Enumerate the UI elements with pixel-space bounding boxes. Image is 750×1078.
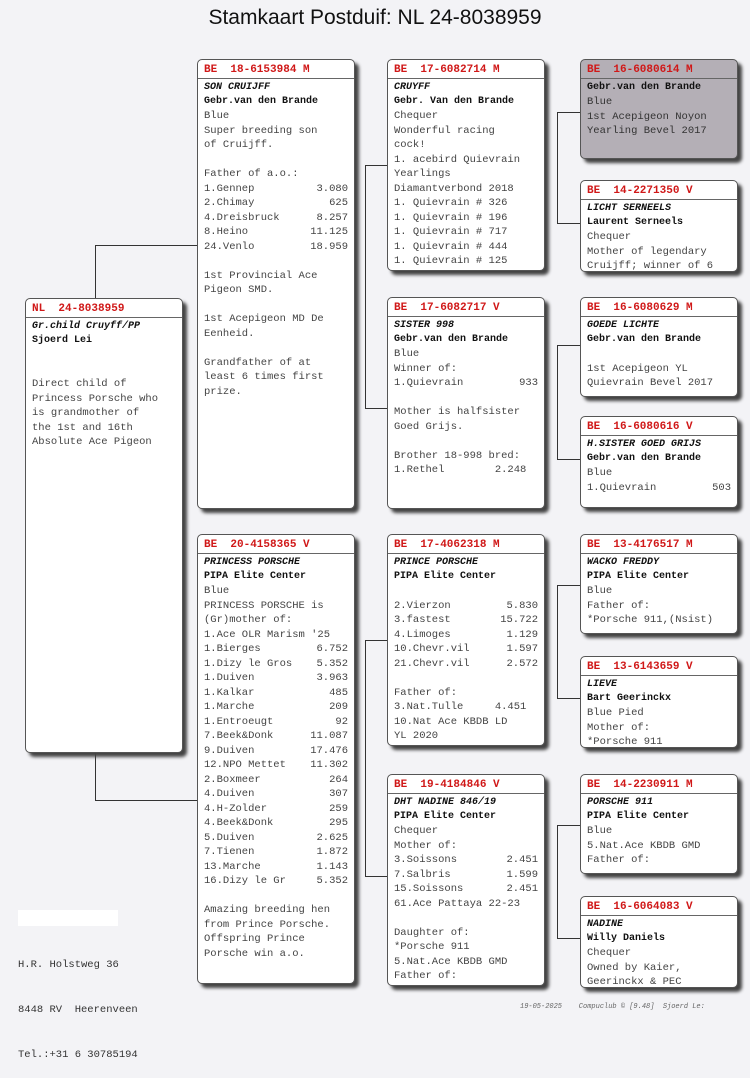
sire-sire-card[interactable]: [387, 59, 545, 271]
result-race: 21.Chevr.vil: [394, 657, 470, 670]
info-line: Mother of:: [587, 721, 651, 734]
info-line: *Porsche 911: [587, 736, 663, 748]
result-row: [204, 211, 348, 226]
info-line: Mother is halfsister: [394, 406, 521, 418]
result-count: 11.125: [310, 226, 348, 238]
connector-sire: [365, 165, 388, 409]
info-line: 1.Ace OLR Marism '25: [204, 628, 331, 641]
result-count: 15.722: [500, 614, 538, 626]
result-row: [394, 196, 538, 211]
info-line: Pigeon SMD.: [204, 284, 274, 296]
ring-number: BE 16-6080614 M: [581, 63, 737, 79]
ring-number: BE 17-6082714 M: [388, 63, 544, 79]
result-race: 2.Vierzon: [394, 599, 451, 612]
info-line: Amazing breeding hen: [204, 904, 331, 916]
result-count: 11.087: [310, 730, 348, 742]
address-line-2: 8448 RV Heerenveen: [18, 1004, 138, 1016]
ring-number: NL 24-8038959: [26, 302, 182, 318]
ring-number: BE 16-6064083 V: [581, 900, 737, 916]
result-count: 485: [329, 686, 348, 699]
connector-sd: [557, 345, 581, 460]
result-row: [204, 729, 348, 744]
info-line: 1. acebird Quievrain: [394, 153, 521, 166]
info-line: Wonderful racing: [394, 124, 495, 137]
info-line: [394, 391, 538, 406]
owner-name: Gebr.van den Brande: [394, 334, 509, 345]
ring-number: BE 14-2271350 V: [581, 184, 737, 200]
info-line: [394, 434, 538, 449]
result-count: 92: [335, 715, 348, 728]
info-line: [394, 911, 538, 926]
result-count: 2.625: [316, 831, 348, 844]
connector-ds: [557, 585, 581, 699]
info-line: 1st Acepigeon YL: [587, 362, 688, 375]
result-race: 12.NPO Mettet: [204, 759, 286, 771]
ring-number: BE 17-6082717 V: [388, 301, 544, 317]
pigeon-name: PRINCESS PORSCHE: [204, 557, 301, 568]
info-line: Blue: [587, 585, 613, 597]
info-line: Father of:: [394, 686, 458, 699]
result-race: 1.Bierges: [204, 643, 261, 655]
result-row: [204, 787, 348, 802]
ring-number: BE 16-6080629 M: [581, 301, 737, 317]
result-race: 4.H-Zolder: [204, 802, 268, 815]
info-line: least 6 times first: [204, 371, 324, 383]
owner-name: Gebr. Van den Brande: [394, 96, 515, 107]
info-line: 10.Nat Ace KBDB LD: [394, 715, 508, 728]
result-row: [394, 254, 538, 269]
pigeon-name: PRINCE PORSCHE: [394, 557, 479, 568]
result-race: 24.Venlo: [204, 240, 255, 253]
info-line: Absolute Ace Pigeon: [32, 436, 152, 448]
result-race: 1.Gennep: [204, 182, 255, 195]
connector-dam: [365, 640, 388, 877]
result-race: 4.Dreisbruck: [204, 211, 280, 224]
info-line: YL 2020: [394, 730, 439, 742]
connector-subject-sire: [95, 245, 197, 246]
info-line: Blue Pied: [587, 707, 644, 719]
result-race: 4.Limoges: [394, 628, 451, 641]
info-line: [394, 671, 538, 686]
info-line: Blue: [587, 467, 613, 479]
result-row: [204, 240, 348, 255]
info-line: Mother of:: [394, 839, 458, 852]
owner-name: Bart Geerinckx: [587, 693, 672, 704]
result-race: 1.Marche: [204, 701, 255, 713]
result-count: 1.872: [316, 846, 348, 858]
result-count: 11.302: [310, 759, 348, 771]
result-row: [394, 642, 538, 657]
info-line: [204, 254, 348, 269]
result-race: 1. Quievrain # 444: [394, 240, 508, 253]
info-line: Father of:: [394, 970, 458, 982]
ring-number: BE 17-4062318 M: [388, 538, 544, 554]
redacted-footer-box: [18, 910, 118, 926]
result-count: 307: [329, 788, 348, 800]
result-race: 2.Boxmeer: [204, 773, 261, 786]
info-line: is grandmother of: [32, 407, 140, 419]
sire-card[interactable]: [197, 59, 355, 509]
result-race: 1.Entroeugt: [204, 715, 274, 728]
result-race: 1.Quievrain: [587, 481, 657, 494]
info-line: 3.Nat.Tulle 4.451: [394, 701, 527, 713]
info-line: Father of a.o.:: [204, 168, 299, 180]
owner-name: Gebr.van den Brande: [587, 334, 702, 345]
info-line: Princess Porsche who: [32, 392, 159, 405]
result-count: 1.143: [316, 860, 348, 873]
breeder-address: [18, 928, 138, 1078]
owner-name: Sjoerd Lei: [32, 335, 93, 346]
ddd-card[interactable]: [580, 896, 738, 988]
result-row: [394, 599, 538, 614]
info-line: [32, 348, 176, 363]
info-line: Mother of legendary: [587, 245, 707, 258]
result-race: 1.Dizy le Gros: [204, 657, 293, 670]
result-count: 5.830: [506, 599, 538, 612]
info-line: *Porsche 911,(Nsist): [587, 614, 714, 626]
address-line-3: Tel.:+31 6 30785194: [18, 1049, 138, 1061]
info-line: Blue: [587, 96, 613, 108]
pigeon-name: LICHT SERNEELS: [587, 203, 672, 214]
result-count: 259: [329, 802, 348, 815]
result-row: [204, 182, 348, 197]
ring-number: BE 13-4176517 M: [581, 538, 737, 554]
info-line: [204, 298, 348, 313]
result-count: 2.451: [506, 854, 538, 866]
result-row: [204, 802, 348, 817]
info-line: Offspring Prince: [204, 933, 305, 945]
result-count: 3.963: [316, 672, 348, 684]
sdd-card[interactable]: [580, 416, 738, 508]
result-race: 7.Salbris: [394, 868, 451, 881]
info-line: Direct child of: [32, 378, 127, 390]
info-line: *Porsche 911: [394, 941, 470, 953]
info-line: [204, 341, 348, 356]
pigeon-name: LIEVE: [587, 679, 618, 690]
info-line: Chequer: [587, 231, 632, 243]
info-line: [32, 363, 176, 378]
info-line: Chequer: [394, 110, 439, 122]
result-row: [394, 897, 538, 912]
info-line: Yearling Bevel 2017: [587, 125, 707, 137]
result-row: [394, 225, 538, 240]
connector-subject-dam: [95, 800, 197, 801]
info-line: [204, 889, 348, 904]
info-line: 1st Acepigeon Noyon: [587, 110, 707, 123]
info-line: 1st Acepigeon MD De: [204, 313, 324, 325]
owner-name: Gebr.van den Brande: [204, 96, 319, 107]
result-race: 8.Heino: [204, 226, 249, 238]
info-line: Father of:: [587, 599, 651, 612]
info-line: of Cruijff.: [204, 139, 274, 151]
result-race: 5.Duiven: [204, 831, 255, 844]
result-race: 13.Marche: [204, 860, 261, 873]
info-line: Super breeding son: [204, 124, 318, 137]
sss-card[interactable]: [580, 59, 738, 159]
info-line: Blue: [204, 110, 230, 122]
result-race: 10.Chevr.vil: [394, 643, 470, 655]
result-count: 6.752: [316, 643, 348, 655]
result-count: 209: [329, 701, 348, 713]
connector-dd: [557, 825, 581, 939]
owner-name: PIPA Elite Center: [394, 571, 497, 582]
result-row: [394, 882, 538, 897]
result-row: [394, 613, 538, 628]
ring-number: BE 19-4184846 V: [388, 778, 544, 794]
result-count: 17.476: [310, 744, 348, 757]
result-race: 1.Kalkar: [204, 686, 255, 699]
result-race: 1. Quievrain # 196: [394, 211, 508, 224]
result-row: [204, 225, 348, 240]
result-count: 1.599: [506, 868, 538, 881]
result-row: [394, 853, 538, 868]
result-race: 7.Beek&Donk: [204, 730, 274, 742]
ring-number: BE 16-6080616 V: [581, 420, 737, 436]
result-row: [394, 211, 538, 226]
pigeon-name: WACKO FREDDY: [587, 557, 660, 568]
address-line-1: H.R. Holstweg 36: [18, 959, 119, 971]
dsd-card[interactable]: [580, 656, 738, 748]
result-row: [204, 831, 348, 846]
info-line: Daughter of:: [394, 926, 470, 939]
result-race: 2.Chimay: [204, 197, 255, 209]
result-race: 1. Quievrain # 125: [394, 255, 508, 267]
result-row: [204, 744, 348, 759]
result-row: [204, 773, 348, 788]
result-race: 1. Quievrain # 717: [394, 226, 508, 238]
ring-number: BE 13-6143659 V: [581, 660, 737, 676]
result-count: 18.959: [310, 240, 348, 253]
result-count: 5.352: [316, 657, 348, 670]
result-row: [204, 816, 348, 831]
owner-name: PIPA Elite Center: [587, 571, 690, 582]
pigeon-name: Gr.child Cruyff/PP: [32, 321, 141, 332]
info-line: (Gr)mother of:: [204, 614, 293, 626]
connector-ss: [557, 112, 581, 224]
result-race: 7.Tienen: [204, 846, 255, 858]
info-line: Yearlings: [394, 168, 451, 180]
info-line: Grandfather of at: [204, 356, 312, 369]
result-count: 295: [329, 817, 348, 829]
info-line: Cruijff; winner of 6: [587, 260, 714, 272]
result-race: 61.Ace Pattaya 22-23: [394, 897, 521, 910]
result-race: 3.fastest: [394, 614, 451, 626]
pigeon-name: CRUYFF: [394, 82, 431, 93]
result-count: 933: [519, 377, 538, 389]
pigeon-name: DHT NADINE 846/19: [394, 797, 497, 808]
info-line: Porsche win a.o.: [204, 947, 305, 960]
info-line: [394, 584, 538, 599]
result-row: [204, 196, 348, 211]
result-row: [204, 686, 348, 701]
result-row: [204, 860, 348, 875]
info-line: Goed Grijs.: [394, 420, 464, 433]
info-line: Owned by Kaier,: [587, 961, 682, 974]
info-line: Chequer: [394, 825, 439, 837]
result-row: [394, 240, 538, 255]
result-count: 264: [329, 773, 348, 786]
result-race: 15.Soissons: [394, 883, 464, 895]
sire-dam-card[interactable]: [387, 297, 545, 509]
result-count: 503: [712, 481, 731, 494]
pigeon-name: SON CRUIJFF: [204, 82, 271, 93]
info-line: Quievrain Bevel 2017: [587, 377, 714, 389]
ssd-card[interactable]: [580, 180, 738, 272]
ring-number: BE 14-2230911 M: [581, 778, 737, 794]
result-row: [204, 700, 348, 715]
result-row: [587, 481, 731, 496]
info-line: Blue: [587, 825, 613, 837]
owner-name: Willy Daniels: [587, 933, 666, 944]
info-line: Brother 18-998 bred:: [394, 449, 521, 462]
info-line: Diamantverbond 2018: [394, 182, 514, 195]
result-count: 2.572: [506, 657, 538, 670]
print-info: 19-05-2025 Compuclub © [9.48] Sjoerd Le:: [520, 1003, 705, 1011]
pigeon-name: SISTER 998: [394, 320, 455, 331]
result-count: 5.352: [316, 875, 348, 887]
owner-name: Gebr.van den Brande: [587, 82, 702, 93]
result-count: 2.451: [506, 883, 538, 895]
dam-card[interactable]: [197, 534, 355, 984]
info-line: 1st Provincial Ace: [204, 269, 318, 282]
result-row: [394, 376, 538, 391]
info-line: PRINCESS PORSCHE is: [204, 599, 324, 612]
result-count: 1.129: [506, 628, 538, 641]
ring-number: BE 20-4158365 V: [198, 538, 354, 554]
dam-dam-card[interactable]: [387, 774, 545, 986]
result-race: 1.Quievrain: [394, 377, 464, 389]
owner-name: PIPA Elite Center: [394, 811, 497, 822]
subject-card[interactable]: [25, 298, 183, 753]
info-line: Chequer: [587, 947, 632, 959]
pigeon-name: NADINE: [587, 919, 624, 930]
owner-name: Laurent Serneels: [587, 217, 684, 228]
result-race: 1.Duiven: [204, 672, 255, 684]
result-row: [204, 845, 348, 860]
pigeon-name: GOEDE LICHTE: [587, 320, 660, 331]
pigeon-name: H.SISTER GOED GRIJS: [587, 439, 702, 450]
result-row: [204, 642, 348, 657]
ring-number: BE 18-6153984 M: [198, 63, 354, 79]
info-line: 5.Nat.Ace KBDB GMD: [394, 955, 508, 968]
result-race: 9.Duiven: [204, 744, 255, 757]
result-count: 3.080: [316, 182, 348, 195]
result-count: 1.597: [506, 643, 538, 655]
result-row: [394, 657, 538, 672]
info-line: prize.: [204, 385, 242, 398]
sds-card[interactable]: [580, 297, 738, 397]
result-row: [204, 758, 348, 773]
pigeon-name: PORSCHE 911: [587, 797, 654, 808]
info-line: cock!: [394, 139, 426, 151]
info-line: Eenheid.: [204, 327, 255, 340]
info-line: [587, 347, 731, 362]
result-row: [394, 628, 538, 643]
result-count: 625: [329, 197, 348, 209]
info-line: 5.Nat.Ace KBDB GMD: [587, 839, 701, 852]
info-line: Father of:: [587, 854, 651, 866]
dam-sire-card[interactable]: [387, 534, 545, 746]
result-row: [204, 715, 348, 730]
result-race: 3.Soissons: [394, 854, 458, 866]
redacted-box: [28, 448, 158, 478]
result-race: 16.Dizy le Gr: [204, 875, 286, 887]
dss-card[interactable]: [580, 534, 738, 634]
owner-name: Gebr.van den Brande: [587, 453, 702, 464]
dds-card[interactable]: [580, 774, 738, 874]
owner-name: PIPA Elite Center: [587, 811, 690, 822]
info-line: 1.Rethel 2.248: [394, 464, 527, 476]
info-line: Blue: [394, 348, 420, 360]
result-row: [204, 874, 348, 889]
info-line: the 1st and 16th: [32, 421, 133, 434]
page-title: Stamkaart Postduif: NL 24-8038959: [208, 6, 542, 29]
owner-name: PIPA Elite Center: [204, 571, 307, 582]
result-race: 4.Beek&Donk: [204, 817, 274, 829]
result-race: 4.Duiven: [204, 788, 255, 800]
info-line: [204, 153, 348, 168]
result-count: 8.257: [316, 211, 348, 224]
info-line: Geerinckx & PEC: [587, 976, 682, 988]
result-row: [204, 657, 348, 672]
result-row: [204, 671, 348, 686]
result-race: 1. Quievrain # 326: [394, 197, 508, 209]
result-row: [394, 868, 538, 883]
info-line: Winner of:: [394, 362, 458, 375]
info-line: from Prince Porsche.: [204, 918, 331, 931]
info-line: Blue: [204, 585, 230, 597]
